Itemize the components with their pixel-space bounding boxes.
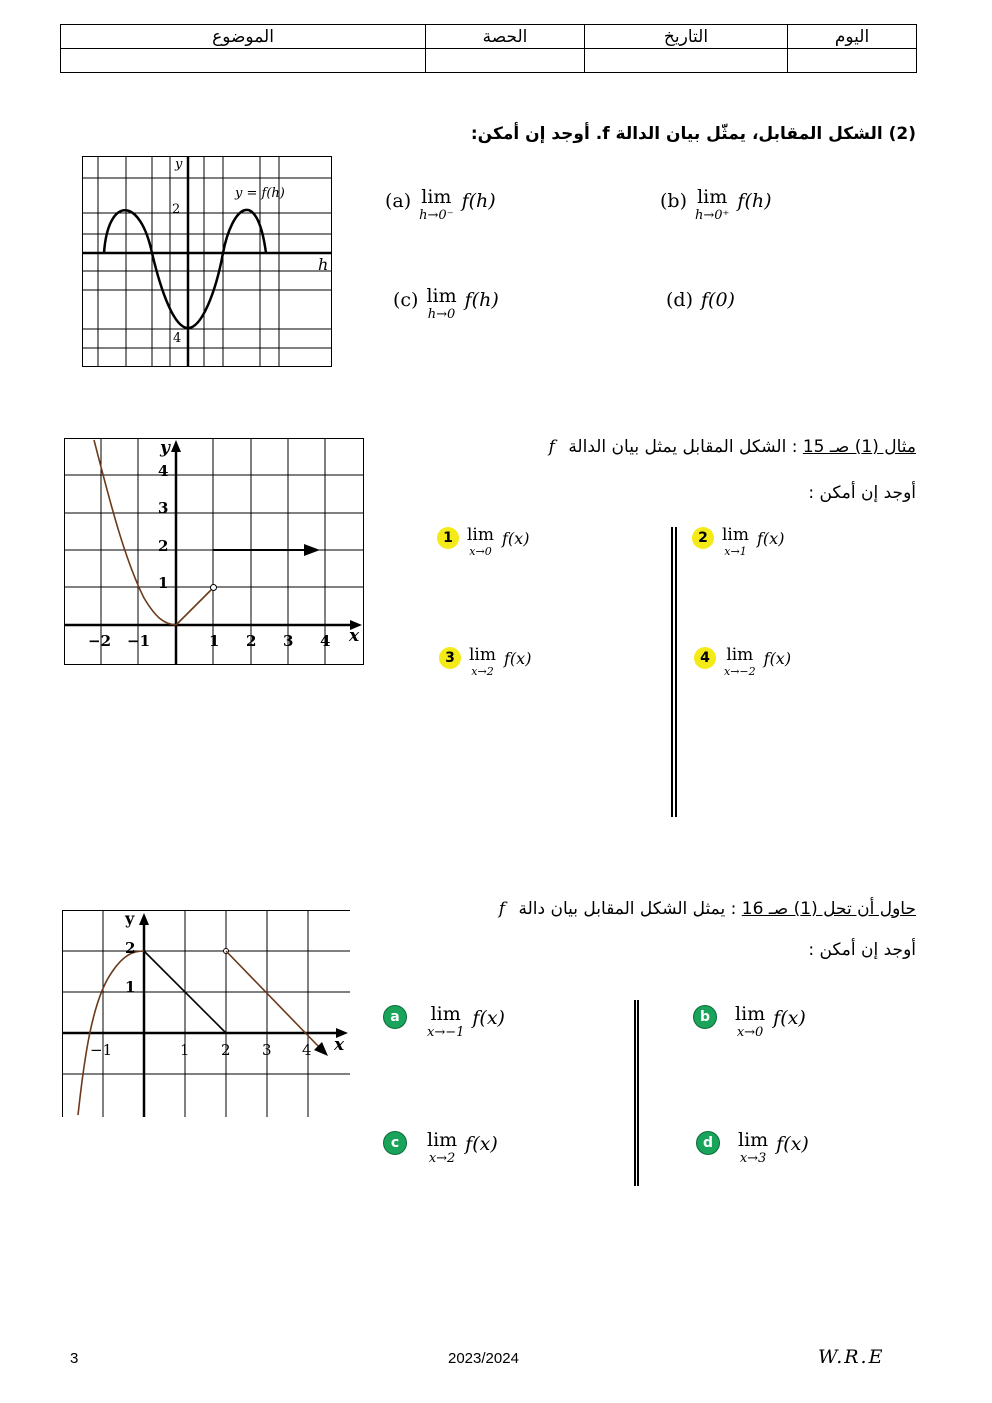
q2-graph-label: y = f(h) <box>235 186 285 201</box>
ex1-badge-1: 1 <box>437 527 459 549</box>
q2-item-b-expr: f(h) <box>737 190 772 212</box>
ex1-open-point <box>211 585 217 591</box>
try1-text: يمثل الشكل المقابل بيان دالة <box>518 899 726 919</box>
header-topic: الموضوع <box>61 25 426 49</box>
lim-word: lim <box>726 645 754 665</box>
try1-y-label: y <box>125 910 135 928</box>
q2-item-b <box>660 188 772 222</box>
lim-sub: x→1 <box>724 545 747 558</box>
try1-item-b-lim <box>735 1005 765 1039</box>
ex1-divider <box>671 527 677 817</box>
ex1-item-3 <box>439 647 531 677</box>
try1-item-c-lim <box>427 1131 457 1165</box>
q2-item-a-expr: f(h) <box>461 190 496 212</box>
header-topic-value <box>61 49 426 73</box>
q2-graph <box>82 156 332 367</box>
try1-item-c <box>383 1131 498 1165</box>
q2-item-d-expr: f(0) <box>701 289 735 311</box>
try1-y-tick: 2 <box>125 939 136 957</box>
ex1-y-arrow <box>171 440 181 452</box>
lim-word: lim <box>430 1003 461 1025</box>
try1-badge-d: d <box>696 1131 720 1155</box>
q2-tick-4: 4 <box>173 331 182 346</box>
lim-word: lim <box>735 1003 766 1025</box>
ex1-item-2-expr: f(x) <box>757 529 785 548</box>
ex1-graph <box>64 438 364 665</box>
lim-word: lim <box>467 525 494 545</box>
ex1-x-tick: 1 <box>209 632 220 650</box>
q2-item-b-label: (b) <box>660 190 687 212</box>
try1-x-label: x <box>334 1035 345 1055</box>
lim-sub: x→3 <box>739 1151 767 1166</box>
ex1-item-4-lim <box>724 647 756 677</box>
footer-page-number: 3 <box>70 1350 79 1367</box>
try1-item-a-lim <box>427 1005 464 1039</box>
ex1-x-tick: 4 <box>320 632 331 650</box>
q2-grid <box>82 156 332 367</box>
lim-sub: x→0 <box>469 545 492 558</box>
lim-sub: h→0⁺ <box>695 208 730 223</box>
try1-graph <box>62 910 350 1117</box>
ex1-prompt: أوجد إن أمكن : <box>808 483 916 503</box>
lim-sub: x→−2 <box>724 665 756 678</box>
q2-item-a-lim <box>419 188 453 222</box>
q2-item-c-expr: f(h) <box>464 289 499 311</box>
q2-statement <box>316 124 916 144</box>
try1-y-arrow <box>139 913 149 925</box>
q2-item-c-lim <box>426 287 456 321</box>
ex1-item-1-expr: f(x) <box>502 529 530 548</box>
header-table <box>60 24 917 73</box>
lim-word: lim <box>738 1129 769 1151</box>
lim-word: lim <box>469 645 496 665</box>
lim-sub: x→2 <box>428 1151 456 1166</box>
lim-sub: x→−1 <box>427 1025 465 1040</box>
ex1-segment <box>176 590 211 625</box>
ex1-y-tick: 3 <box>158 499 169 517</box>
ex1-item-1-lim <box>467 527 494 557</box>
try1-badge-a: a <box>383 1005 407 1029</box>
ex1-y-tick: 1 <box>158 574 169 592</box>
ex1-y-tick: 2 <box>158 537 169 555</box>
try1-badge-c: c <box>383 1131 407 1155</box>
lim-word: lim <box>722 525 749 545</box>
try1-x-ticks <box>90 1041 312 1059</box>
ex1-x-tick: −1 <box>127 632 151 650</box>
try1-prompt: أوجد إن أمكن : <box>808 940 916 960</box>
try1-statement <box>456 899 916 919</box>
lim-word: lim <box>697 186 728 208</box>
header-date: التاريخ <box>585 25 788 49</box>
ex1-x-tick: 2 <box>246 632 257 650</box>
try1-item-b <box>693 1005 806 1039</box>
header-session: الحصة <box>426 25 585 49</box>
try1-item-d-lim <box>738 1131 768 1165</box>
q2-item-d <box>666 287 735 311</box>
ex1-title: مثال (1) صـ 15 <box>802 437 916 457</box>
try1-x-tick: 4 <box>302 1041 312 1059</box>
try1-fname: f <box>498 899 506 919</box>
ex1-y-ticks <box>158 462 168 592</box>
try1-item-c-expr: f(x) <box>465 1133 498 1155</box>
try1-y-tick: 1 <box>125 978 136 996</box>
header-date-value <box>585 49 788 73</box>
ex1-statement <box>456 437 916 457</box>
try1-divider <box>634 1000 639 1186</box>
header-session-value <box>426 49 585 73</box>
q2-tick-2: 2 <box>172 202 181 217</box>
lim-word: lim <box>427 1129 458 1151</box>
q2-number: (2) <box>888 124 916 144</box>
ex1-item-2 <box>692 527 784 557</box>
ex1-ray-arrow <box>304 544 320 556</box>
ex1-badge-4: 4 <box>694 647 716 669</box>
q2-item-b-lim <box>695 188 729 222</box>
lim-sub: h→0⁻ <box>419 208 454 223</box>
ex1-x-tick: 3 <box>283 632 294 650</box>
ex1-grid <box>64 438 364 665</box>
lim-sub: x→2 <box>471 665 494 678</box>
q2-item-c <box>393 287 499 321</box>
try1-item-a <box>383 1005 505 1039</box>
ex1-badge-2: 2 <box>692 527 714 549</box>
q2-text: الشكل المقابل، يمثّل بيان الدالة f. أوجد إن أمكن: <box>470 124 883 144</box>
footer-year: 2023/2024 <box>448 1350 519 1367</box>
try1-sep: : <box>730 899 737 919</box>
lim-sub: x→0 <box>736 1025 764 1040</box>
ex1-badge-3: 3 <box>439 647 461 669</box>
ex1-y-tick: 4 <box>158 462 169 480</box>
try1-item-b-expr: f(x) <box>773 1007 806 1029</box>
q2-item-d-label: (d) <box>666 289 693 311</box>
ex1-item-1 <box>437 527 529 557</box>
try1-x-tick: 1 <box>180 1041 190 1059</box>
try1-item-a-expr: f(x) <box>472 1007 505 1029</box>
ex1-item-3-lim <box>469 647 496 677</box>
try1-x-tick: −1 <box>90 1041 113 1059</box>
ex1-text: الشكل المقابل يمثل بيان الدالة <box>568 437 787 457</box>
ex1-item-2-lim <box>722 527 749 557</box>
footer-author: W.R.E <box>818 1346 885 1368</box>
try1-x-tick: 2 <box>221 1041 231 1059</box>
ex1-x-tick: −2 <box>88 632 112 650</box>
ex1-item-4 <box>694 647 791 677</box>
q2-item-a <box>385 188 496 222</box>
try1-item-d <box>696 1131 809 1165</box>
ex1-x-ticks <box>88 632 330 650</box>
lim-sub: h→0 <box>427 307 456 322</box>
ex1-fname: f <box>548 437 555 457</box>
try1-item-d-expr: f(x) <box>776 1133 809 1155</box>
ex1-sep: : <box>791 437 798 457</box>
ex1-x-label: x <box>349 626 360 646</box>
ex1-item-4-expr: f(x) <box>763 649 792 668</box>
q2-x-label: h <box>318 255 329 274</box>
lim-word: lim <box>426 285 457 307</box>
q2-y-label: y <box>175 157 183 172</box>
q2-item-a-label: (a) <box>385 190 412 212</box>
q2-item-c-label: (c) <box>393 289 419 311</box>
try1-badge-b: b <box>693 1005 717 1029</box>
header-day-value <box>788 49 917 73</box>
try1-y-ticks <box>125 939 135 996</box>
lim-word: lim <box>421 186 452 208</box>
try1-x-tick: 3 <box>262 1041 272 1059</box>
ex1-y-label: y <box>160 438 170 458</box>
header-day: اليوم <box>788 25 917 49</box>
q2-curve <box>104 210 266 328</box>
ex1-item-3-expr: f(x) <box>504 649 532 668</box>
try1-title: حاول أن تحل (1) صـ 16 <box>741 899 916 919</box>
